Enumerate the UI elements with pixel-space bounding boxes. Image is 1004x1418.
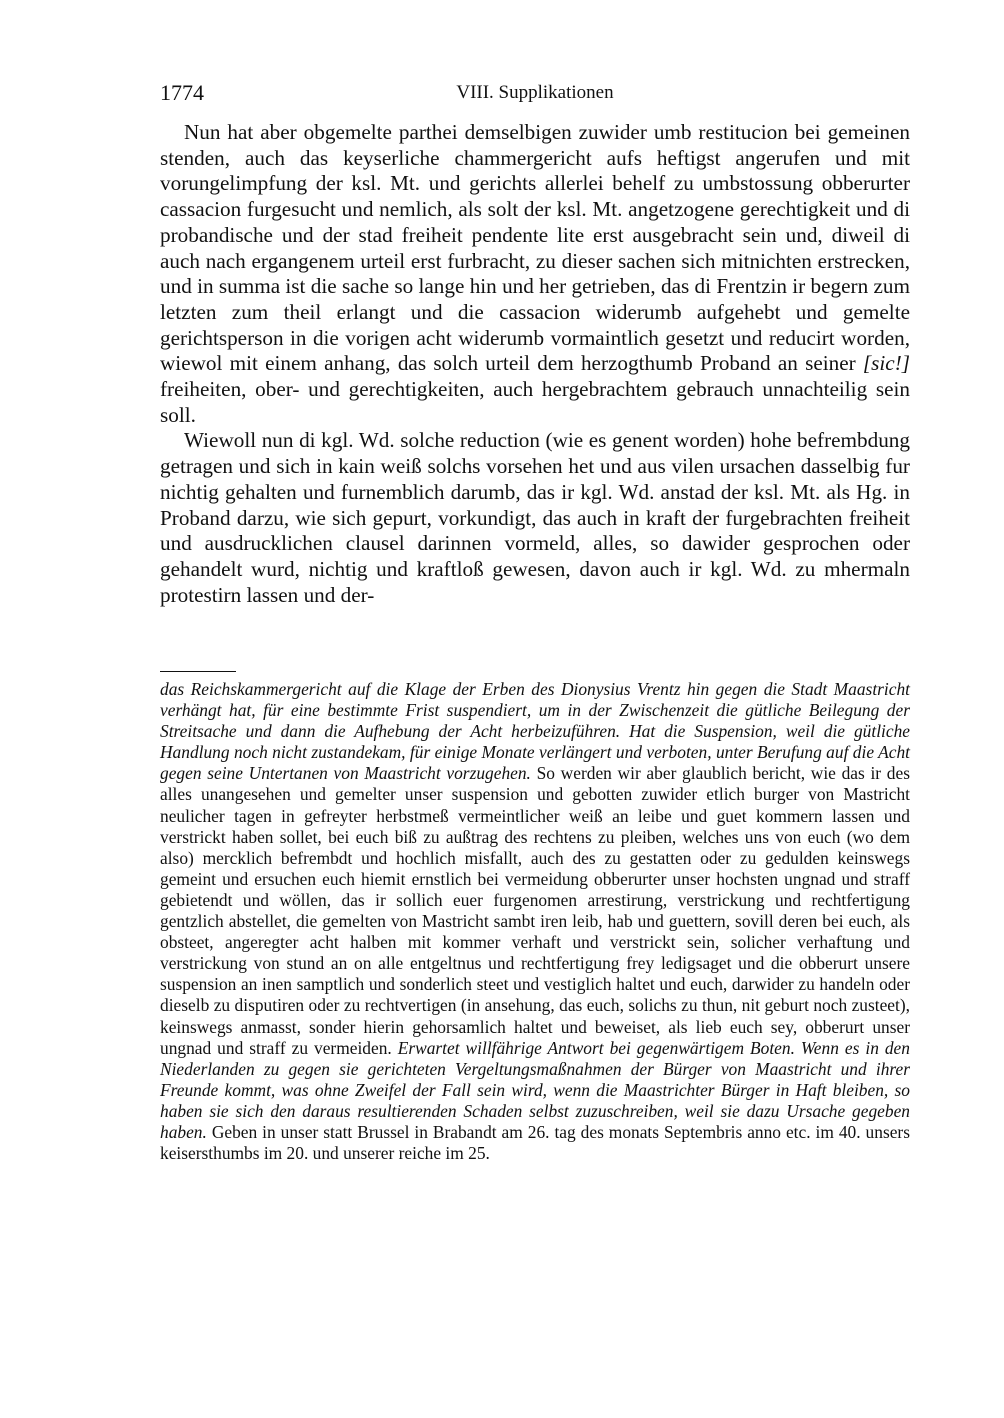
running-title: VIII. Supplikationen xyxy=(456,82,614,103)
source-text-1: So werden wir aber glaublich bericht, wie das ir des alles unangesehen und gemelter unser suspension und gebotten zuwider etlich burger von Mastricht neulicher tagen in gefreyter herbstmeß vermeintlicher weiß an leibe und guet kommern lassen und verstrickt haben sollet, bei euch biß zu außtrag des rechtens zu pleiben, welches uns von euch (wo dem also) mercklich befrembdt und hochlich misfallt, auch des zu gestatten oder zu gedulden keinswegs gemeint und ersuchen euch hiemit ernstlich bei vermeidung obberurter unser hochsten ungnad und straff gebietendt und wöllen, das ir sollich euer furgenomen arrestirung, verstrickung und rechtfertigung gentzlich abstellet, die gemelten von Mastricht sambt iren leib, hab und guettern, sovill deren bei euch, als obsteet, angeregter acht halben mit kommer verhaft und verstrickt sein, solicher verhaftung und verstrickung von stund an on alle entgeltnus und rechtfertigung frey ledigsaget und die obberurt unsere suspension an inen samptlich und sonderlich steet und vestiglich haltet und euch, darwider zu handeln oder dieselb zu disputiren oder zu rechtvertigen (in ansehung, das euch, solichs zu thun, nit geburt noch zusteet), keinswegs anmasst, sonder hierin gehorsamlich haltet und beweiset, als lieb euch sey, obberurt unser ungnad und straff zu vermeiden. xyxy=(160,763,910,1058)
paragraph-1-text: Nun hat aber obgemelte parthei demselbigen zuwider umb restitucion bei gemeinen stenden, auch das keyserliche chammergericht aufs heftigst angerufen und mit vorungelimpfung der ksl. Mt. und gerichts allerlei behelf zu umbstossung obberurter cassacion furgesucht und nemlich, als solt der ksl. Mt. angetzogene gerechtigkeit und di probandische und der stad freiheit pendente lite erst ausgebracht sein und, diweil di auch nach ergangenem urteil erst furbracht, zu dieser sachen sich mitnichten erstrecken, und in summa ist die sache so lange hin und her getrieben, das di Frentzin ir begern zum letzten zum theil erlangt und die cassacion widerumb aufgehebt und gemelte gerichtsperson in die vorigen acht widerumb vormaintlich gesetzt und reducirt worden, wiewol mit einem anhang, das solch urteil dem herzogthumb Proband an seiner xyxy=(160,120,910,376)
main-paragraph-1 xyxy=(160,120,910,428)
paragraph-1-text-end: freiheiten, ober- und gerechtigkeiten, auch hergebrachtem gebrauch unnachteilig sein soll. xyxy=(160,377,910,427)
editorial-summary-1: das Reichskammergericht auf die Klage der Erben des Dionysius Vrentz hin gegen die Stadt Maastricht verhängt hat, für eine bestimmte Frist suspendiert, um in der Zwischenzeit die gütliche Beilegung der Streitsache und dann die Aufhebung der Acht herbeizuführen. Hat die Suspension, weil die gütliche Handlung noch nicht zustandekam, für einige Monate verlängert und verboten, unter Berufung auf die Acht gegen seine Untertanen von Maastricht vorzugehen. xyxy=(160,679,910,784)
footnote-paragraph xyxy=(160,679,910,1164)
main-text xyxy=(160,120,910,608)
footnote-separator xyxy=(160,671,236,672)
main-paragraph-2: Wiewoll nun di kgl. Wd. solche reduction (wie es genent worden) hohe befrembdung getragen und sich in kain weiß solchs vorsehen het und aus vilen ursachen dasselbig fur nichtig gehalten und furnemblich darumb, das ir kgl. Wd. anstad der ksl. Mt. als Hg. in Proband darzu, wie sich gepurt, vorkundigt, das auch in kraft der furgebrachten freiheit und ausdrucklichen clausel darinnen vormeld, alles, so dawider gesprochen oder gehandelt wurd, nichtig und kraftloß gewesen, davon auch ir kgl. Wd. zu mhermaln protestirn lassen und der- xyxy=(160,428,910,607)
sic-marker: [sic!] xyxy=(862,351,911,376)
source-text-2: Geben in unser statt Brussel in Brabandt am 26. tag des monats Septembris anno etc. im 40. unsers keisersthumbs im 20. und unserer reiche im 25. xyxy=(160,1121,910,1164)
editorial-summary-2: Erwartet willfährige Antwort bei gegenwärtigem Boten. Wenn es in den Niederlanden zu gegen sie gerichteten Vergeltungsmaßnahmen der Bürger von Maastricht und ihrer Freunde kommt, was ohne Zweifel der Fall sein wird, wenn die Maastrichter Bürger in Haft bleiben, so haben sie sich den daraus resultierenden Schaden selbst zuzuschreiben, weil sie dazu Ursache gegeben haben. xyxy=(160,1037,910,1142)
page-number: 1774 xyxy=(160,80,204,105)
page-header xyxy=(160,80,910,108)
footnote-apparatus xyxy=(160,679,910,1164)
